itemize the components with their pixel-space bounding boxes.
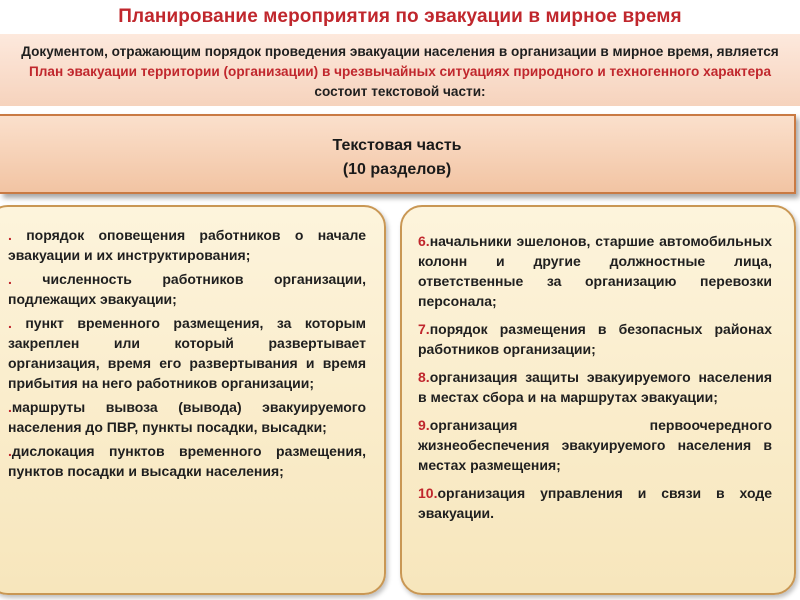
- text-part-box: [0, 114, 796, 194]
- sections-left-column: [0, 205, 386, 595]
- list-item: [8, 397, 366, 437]
- list-item: [8, 225, 366, 265]
- item-text: организация управления и связи в ходе эвакуации.: [418, 485, 772, 521]
- list-item: [418, 367, 772, 407]
- item-number: .: [8, 227, 12, 243]
- item-number: 8.: [418, 369, 430, 385]
- intro-text-part2: состоит текстовой части:: [314, 84, 486, 99]
- item-text: маршруты вывоза (вывода) эвакуируемого населения до ПВР, пункты посадки, высадки;: [8, 399, 366, 435]
- text-part-count: (10 разделов): [342, 161, 452, 178]
- sections-right-column: [400, 205, 796, 595]
- item-number: .: [8, 271, 12, 287]
- list-item: [8, 441, 366, 481]
- item-text: порядок оповещения работников о начале эвакуации и их инструктирования;: [8, 227, 366, 263]
- item-text: численность работников организации, подлежащих эвакуации;: [8, 271, 366, 307]
- page-title: Планирование мероприятия по эвакуации в мирное время: [118, 6, 682, 27]
- item-text: дислокация пунктов временного размещения, пунктов посадки и высадки населения;: [8, 443, 366, 479]
- item-number: 9.: [418, 417, 430, 433]
- item-number: 6.: [418, 233, 430, 249]
- list-item: [418, 319, 772, 359]
- intro-highlight: План эвакуации территории (организации) в чрезвычайных ситуациях природного и техногенного характера: [28, 64, 772, 79]
- item-text: порядок размещения в безопасных районах работников организации;: [418, 321, 772, 357]
- item-number: .: [8, 399, 12, 415]
- intro-banner: [0, 34, 800, 106]
- intro-text-part1: Документом, отражающим порядок проведения эвакуации населения в организации в мирное время, является: [21, 44, 779, 59]
- item-text: организация первоочередного жизнеобеспечения эвакуируемого населения в местах размещения;: [418, 417, 772, 473]
- list-item: [418, 415, 772, 475]
- list-item: [418, 483, 772, 523]
- list-item: [418, 231, 772, 311]
- list-item: [8, 269, 366, 309]
- item-number: .: [8, 315, 12, 331]
- list-item: [8, 313, 366, 393]
- text-part-title: Текстовая часть: [332, 137, 462, 154]
- item-text: пункт временного размещения, за которым закреплен или который развертывает организация, время его развертывания и время прибытия на него работников организации;: [8, 315, 366, 391]
- item-text: организация защиты эвакуируемого населения в местах сбора и на маршрутах эвакуации;: [418, 369, 772, 405]
- item-number: 10.: [418, 485, 438, 501]
- item-text: начальники эшелонов, старшие автомобильных колонн и другие должностные лица, ответственные за организацию перевозки персонала;: [418, 233, 772, 309]
- item-number: .: [8, 443, 12, 459]
- item-number: 7.: [418, 321, 430, 337]
